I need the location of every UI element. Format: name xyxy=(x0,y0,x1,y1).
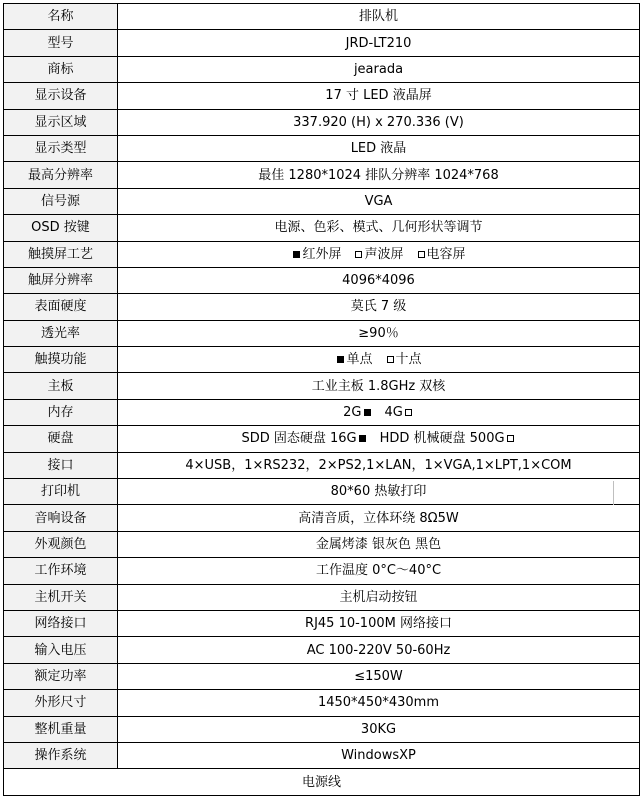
spec-value: ≥90％ xyxy=(118,320,640,346)
spec-value: 工作温度 0°C～40°C xyxy=(118,558,640,584)
checked-box-icon xyxy=(293,251,300,258)
option-label: 电容屏 xyxy=(426,246,466,262)
option-label: 声波屏 xyxy=(364,246,404,262)
option-item xyxy=(385,405,414,420)
spec-row xyxy=(4,690,640,716)
spec-row xyxy=(4,320,640,346)
option-item xyxy=(416,247,466,262)
spec-footer-value: 电源线 xyxy=(4,769,640,795)
spec-label: 信号源 xyxy=(4,188,118,214)
spec-label: 内存 xyxy=(4,399,118,425)
spec-row xyxy=(4,505,640,531)
spec-label: 硬盘 xyxy=(4,426,118,452)
spec-row xyxy=(4,452,640,478)
spec-value: JRD-LT210 xyxy=(118,30,640,56)
spec-row xyxy=(4,4,640,30)
spec-row xyxy=(4,215,640,241)
unchecked-box-icon xyxy=(355,251,362,258)
unchecked-box-icon xyxy=(387,356,394,363)
spec-label: 最高分辨率 xyxy=(4,162,118,188)
spec-label: 额定功率 xyxy=(4,663,118,689)
spec-value xyxy=(118,426,640,452)
spec-label: 接口 xyxy=(4,452,118,478)
spec-row xyxy=(4,373,640,399)
spec-value xyxy=(118,241,640,267)
spec-label: 型号 xyxy=(4,30,118,56)
unchecked-box-icon xyxy=(507,435,514,442)
spec-value xyxy=(118,399,640,425)
spec-value: 排队机 xyxy=(118,4,640,30)
cell-edge-mark xyxy=(613,481,614,505)
spec-label: 输入电压 xyxy=(4,637,118,663)
spec-value: 4×USB，1×RS232，2×PS2,1×LAN，1×VGA,1×LPT,1×COM xyxy=(118,452,640,478)
spec-value: 主机启动按钮 xyxy=(118,584,640,610)
option-label: 2G xyxy=(343,405,362,421)
spec-row xyxy=(4,188,640,214)
spec-label: 打印机 xyxy=(4,479,118,505)
spec-value: 4096*4096 xyxy=(118,267,640,293)
spec-row xyxy=(4,399,640,425)
option-label: 单点 xyxy=(346,352,373,368)
option-item xyxy=(343,405,372,420)
spec-value: 最佳 1280*1024 排队分辨率 1024*768 xyxy=(118,162,640,188)
spec-value xyxy=(118,347,640,373)
checked-box-icon xyxy=(359,435,366,442)
spec-label: 显示区域 xyxy=(4,109,118,135)
option-item xyxy=(241,431,367,446)
option-label: 十点 xyxy=(395,352,422,368)
spec-value: WindowsXP xyxy=(118,742,640,768)
option-item xyxy=(380,431,516,446)
spec-label: 显示类型 xyxy=(4,135,118,161)
spec-row xyxy=(4,716,640,742)
spec-row xyxy=(4,584,640,610)
spec-label: 外形尺寸 xyxy=(4,690,118,716)
spec-row xyxy=(4,109,640,135)
spec-value: VGA xyxy=(118,188,640,214)
spec-value: 高清音质，立体环绕 8Ω5W xyxy=(118,505,640,531)
spec-row xyxy=(4,531,640,557)
spec-row xyxy=(4,30,640,56)
option-label: SDD 固态硬盘 16G xyxy=(241,431,357,447)
spec-row xyxy=(4,426,640,452)
spec-row xyxy=(4,663,640,689)
spec-value: LED 液晶 xyxy=(118,135,640,161)
spec-value: jearada xyxy=(118,56,640,82)
spec-label: 音响设备 xyxy=(4,505,118,531)
spec-value: AC 100-220V 50-60Hz xyxy=(118,637,640,663)
spec-value: RJ45 10-100M 网络接口 xyxy=(118,610,640,636)
checked-box-icon xyxy=(337,356,344,363)
spec-row xyxy=(4,610,640,636)
spec-row xyxy=(4,558,640,584)
spec-value: 337.920 (H) x 270.336 (V) xyxy=(118,109,640,135)
spec-row xyxy=(4,267,640,293)
spec-value: 电源、色彩、模式、几何形状等调节 xyxy=(118,215,640,241)
spec-label: OSD 按键 xyxy=(4,215,118,241)
spec-label: 网络接口 xyxy=(4,610,118,636)
spec-row xyxy=(4,479,640,505)
checked-box-icon xyxy=(364,409,371,416)
option-label: 红外屏 xyxy=(302,246,342,262)
spec-row xyxy=(4,83,640,109)
option-item xyxy=(385,352,422,367)
option-item xyxy=(353,247,403,262)
option-label: 4G xyxy=(384,405,403,421)
option-item xyxy=(335,352,372,367)
spec-label: 主板 xyxy=(4,373,118,399)
spec-row xyxy=(4,742,640,768)
spec-row xyxy=(4,135,640,161)
spec-row xyxy=(4,56,640,82)
spec-row xyxy=(4,294,640,320)
spec-label: 工作环境 xyxy=(4,558,118,584)
spec-label: 名称 xyxy=(4,4,118,30)
option-label: HDD 机械硬盘 500G xyxy=(379,431,505,447)
spec-label: 触屏分辨率 xyxy=(4,267,118,293)
spec-label: 触摸屏工艺 xyxy=(4,241,118,267)
spec-table xyxy=(3,3,640,796)
spec-row xyxy=(4,637,640,663)
spec-label: 主机开关 xyxy=(4,584,118,610)
spec-label: 表面硬度 xyxy=(4,294,118,320)
spec-label: 外观颜色 xyxy=(4,531,118,557)
spec-row xyxy=(4,347,640,373)
spec-label: 商标 xyxy=(4,56,118,82)
spec-label: 触摸功能 xyxy=(4,347,118,373)
option-item xyxy=(291,247,341,262)
unchecked-box-icon xyxy=(405,409,412,416)
spec-row xyxy=(4,241,640,267)
spec-value: 80*60 热敏打印 xyxy=(118,479,640,505)
spec-label: 整机重量 xyxy=(4,716,118,742)
spec-label: 操作系统 xyxy=(4,742,118,768)
spec-value: 莫氏 7 级 xyxy=(118,294,640,320)
spec-value: ≤150W xyxy=(118,663,640,689)
spec-value: 工业主板 1.8GHz 双核 xyxy=(118,373,640,399)
spec-label: 显示设备 xyxy=(4,83,118,109)
spec-label: 透光率 xyxy=(4,320,118,346)
spec-table-body xyxy=(4,4,640,796)
unchecked-box-icon xyxy=(418,251,425,258)
spec-value: 1450*450*430mm xyxy=(118,690,640,716)
spec-row xyxy=(4,162,640,188)
spec-footer-row xyxy=(4,769,640,795)
spec-value: 金属烤漆 银灰色 黑色 xyxy=(118,531,640,557)
spec-value: 17 寸 LED 液晶屏 xyxy=(118,83,640,109)
spec-value: 30KG xyxy=(118,716,640,742)
